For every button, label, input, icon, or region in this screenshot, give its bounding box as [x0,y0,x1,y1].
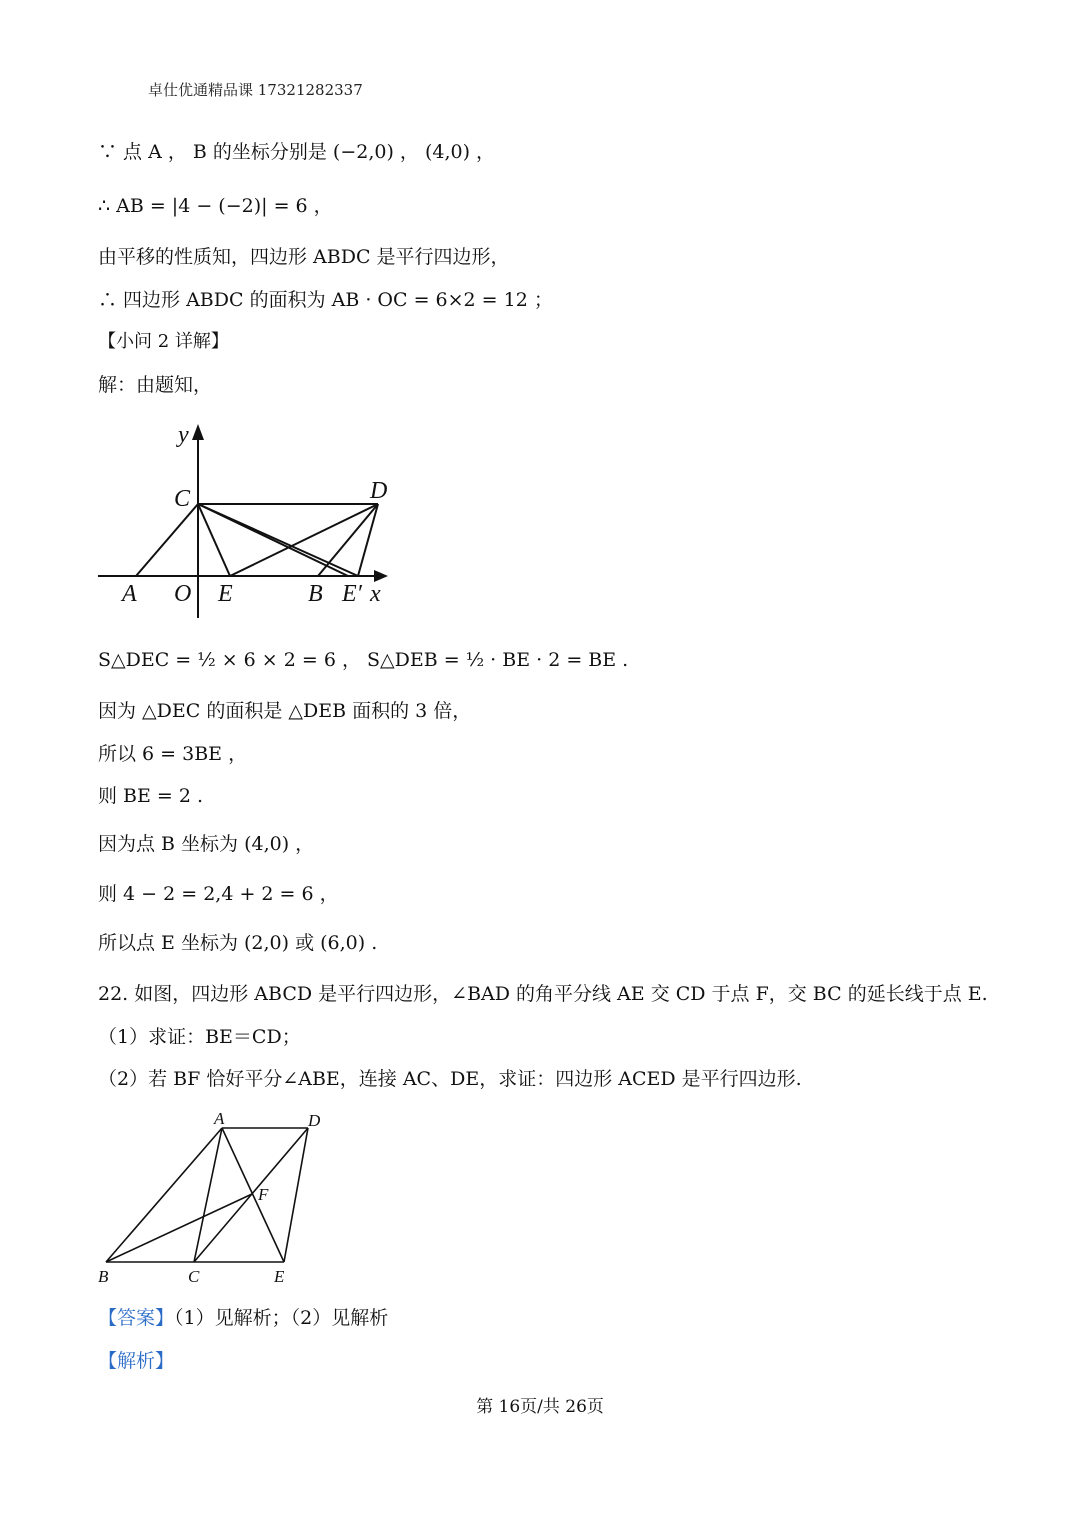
label-b: B [308,581,323,607]
segment-ce [198,504,230,576]
part2-intro: 解：由题知， [98,374,213,396]
segment-ab [106,1128,222,1262]
solution-line-parallelogram: 由平移的性质知，四边形 ABDC 是平行四边形， [98,246,510,268]
label-e-prime: E′ [342,581,362,607]
answer-tag: 【答案】 [98,1307,175,1329]
solution-line-point-b: 因为点 B 坐标为 (4,0) ， [98,833,315,855]
label-d: D [370,478,388,504]
solution-line-6-eq-3be: 所以 6 = 3BE ， [98,743,248,765]
label-f: F [258,1185,269,1204]
problem-22-q2: （2）若 BF 恰好平分∠ABE，连接 AC、DE，求证：四边形 ACED 是平行四边形. [98,1068,802,1090]
segment-de [284,1128,308,1262]
solution-line-coordinates: ∵ 点 A ， B 的坐标分别是 (−2,0) ， (4,0) ， [98,141,496,163]
page-footer: 第 16页/共 26页 [476,1397,604,1417]
segment-bf [106,1194,252,1262]
segment-ac [136,504,198,576]
answer-text: （1）见解析；（2）见解析 [174,1307,389,1329]
parallelogram-figure [94,1106,334,1286]
label-d: D [308,1111,321,1130]
label-o: O [174,581,192,607]
label-a: A [122,581,137,607]
problem-22-q1: （1）求证：BE＝CD； [98,1026,301,1048]
coordinate-figure [90,418,400,623]
label-b: B [98,1267,109,1286]
solution-line-ab-length: ∴ AB = |4 − (−2)| = 6 ， [98,195,333,217]
label-y: y [178,422,189,448]
area-formula-line: S△DEC = ½ × 6 × 2 = 6 ， S△DEB = ½ · BE · 2 = BE . [98,649,629,671]
solution-line-3-times: 因为 △DEC 的面积是 △DEB 面积的 3 倍， [98,700,472,722]
label-e: E [274,1267,285,1286]
analysis-line [98,1347,174,1375]
solution-line-area: ∴ 四边形 ABDC 的面积为 AB · OC = 6×2 = 12 ； [98,289,553,311]
segment-ac [194,1128,222,1262]
label-x: x [370,581,381,607]
part2-header: 【小问 2 详解】 [98,331,229,352]
solution-line-compute: 则 4 − 2 = 2,4 + 2 = 6 ， [98,883,339,905]
y-axis-arrow [192,424,204,440]
label-c: C [174,486,191,512]
problem-22-statement: 22. 如图，四边形 ABCD 是平行四边形，∠BAD 的角平分线 AE 交 CD 于点 F，交 BC 的延长线于点 E. [98,983,988,1005]
segment-ce-prime [198,504,358,576]
label-e: E [218,581,233,607]
solution-line-be-eq-2: 则 BE = 2 . [98,785,204,807]
solution-line-point-e: 所以点 E 坐标为 (2,0) 或 (6,0) . [98,932,378,954]
segment-de [230,504,378,576]
label-c: C [188,1267,200,1286]
answer-line [98,1304,388,1332]
label-a: A [214,1109,225,1128]
segment-ae [222,1128,284,1262]
header-contact: 卓仕优通精品课 17321282337 [148,81,363,99]
analysis-tag: 【解析】 [98,1350,175,1372]
